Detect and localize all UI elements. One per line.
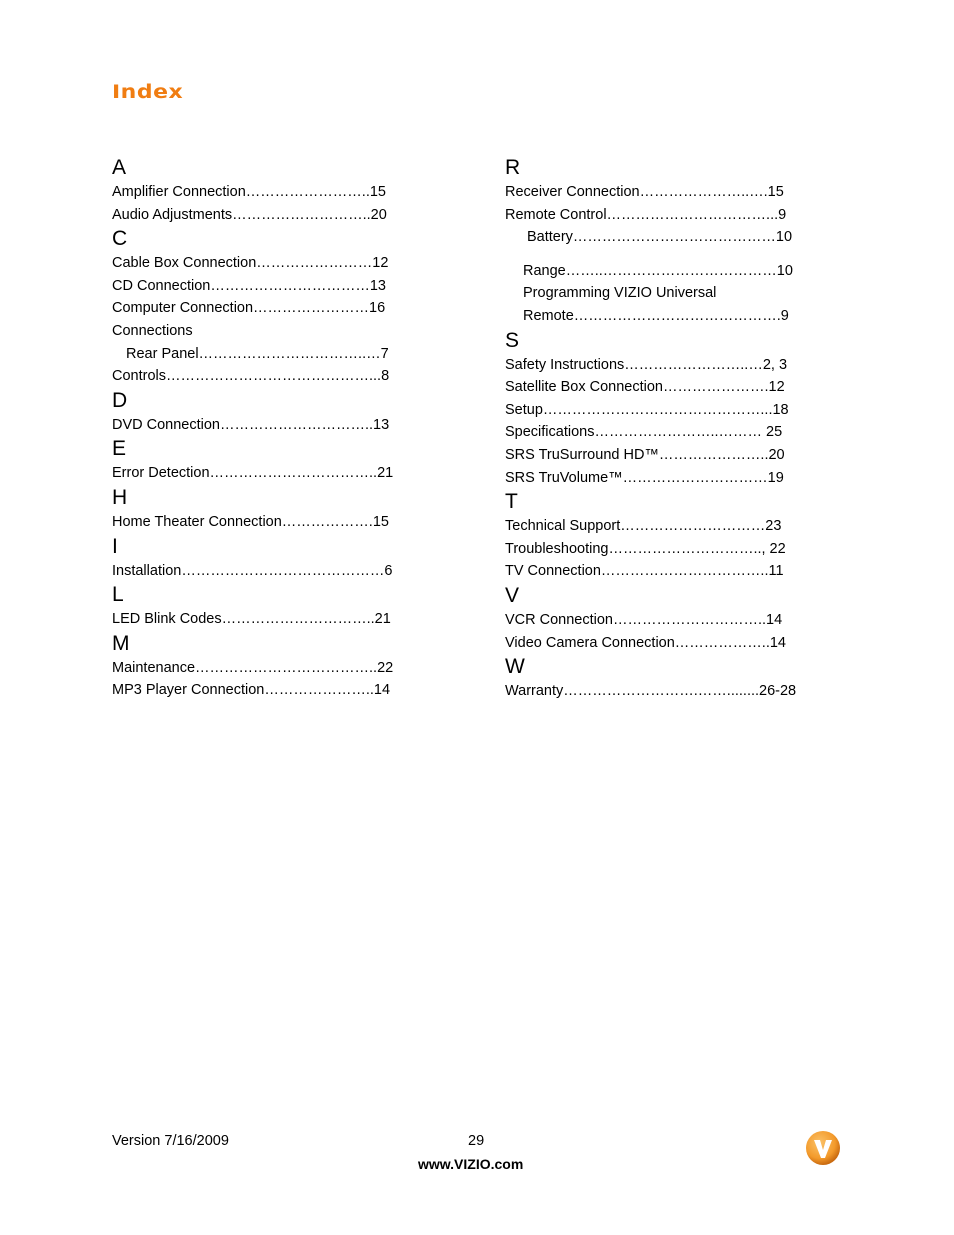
index-subentry: Programming VIZIO Universal xyxy=(523,285,717,302)
section-letter: R xyxy=(505,156,521,179)
page-number: 29 xyxy=(468,1133,485,1149)
section-letter: I xyxy=(112,534,118,558)
index-entry: Connections xyxy=(112,322,193,339)
index-section-i xyxy=(112,534,432,583)
section-letter: W xyxy=(505,655,525,679)
section-letter: D xyxy=(112,388,128,412)
index-subentry: Rear Panel……………………………..…7 xyxy=(126,345,389,362)
vizio-v-logo-icon xyxy=(805,1130,841,1166)
index-section-w xyxy=(505,654,835,703)
index-entry: TV Connection……………………………..11 xyxy=(505,563,784,580)
index-section-v xyxy=(505,583,835,654)
index-section-d xyxy=(112,388,432,437)
index-entry: MP3 Player Connection…………………..14 xyxy=(112,682,391,699)
index-entry: Warranty……………………….……........26-28 xyxy=(505,683,797,700)
index-right-column xyxy=(505,155,835,703)
index-entry: DVD Connection…………………………..13 xyxy=(112,416,390,433)
index-entry: Installation……………………………………6 xyxy=(112,562,393,579)
index-entry: VCR Connection…………………………..14 xyxy=(505,611,783,628)
index-entry: Controls……………………………………...8 xyxy=(112,368,390,385)
index-section-h xyxy=(112,485,432,534)
index-subentry: Range……..………………………………10 xyxy=(523,262,793,279)
section-letter: V xyxy=(505,583,520,607)
section-letter: L xyxy=(112,583,124,607)
section-letter: A xyxy=(112,156,127,179)
index-entry: Computer Connection……………………16 xyxy=(112,300,386,317)
index-section-s xyxy=(505,328,835,490)
index-entry: Maintenance………………………………..22 xyxy=(112,659,394,676)
index-section-r xyxy=(505,155,835,328)
index-entry: Technical Support…………………………23 xyxy=(505,518,782,535)
index-entry: Receiver Connection…………………..….15 xyxy=(505,184,784,200)
index-section-e xyxy=(112,436,432,485)
footer-url: www.VIZIO.com xyxy=(418,1156,524,1172)
index-entry: LED Blink Codes…………………………..21 xyxy=(112,611,391,628)
index-entry: Specifications……………………..……… 25 xyxy=(505,424,783,441)
index-section-t xyxy=(505,489,835,583)
index-subentry: Remote…………………………………….9 xyxy=(523,307,789,324)
section-letter: E xyxy=(112,437,127,461)
section-letter: S xyxy=(505,328,520,352)
section-letter: T xyxy=(505,490,518,514)
index-entry: SRS TruSurround HD™…………………..20 xyxy=(505,446,785,463)
index-entry: Troubleshooting………………………….., 22 xyxy=(505,540,786,557)
index-left-column xyxy=(112,155,432,702)
index-entry: Error Detection……………………………..21 xyxy=(112,465,394,482)
index-entry: Audio Adjustments………………………..20 xyxy=(112,206,387,223)
section-letter: H xyxy=(112,485,128,509)
index-section-c xyxy=(112,226,432,388)
index-entry: Cable Box Connection……………………12 xyxy=(112,255,389,272)
footer-version: Version 7/16/2009 xyxy=(112,1133,229,1149)
page-title: Index xyxy=(112,82,184,104)
section-letter: C xyxy=(112,227,128,251)
index-entry: SRS TruVolume™…………………………19 xyxy=(505,469,784,486)
index-entry: Home Theater Connection……………….15 xyxy=(112,513,389,530)
index-entry: Amplifier Connection……………………..15 xyxy=(112,184,386,200)
index-section-l xyxy=(112,582,432,631)
index-section-a xyxy=(112,155,432,226)
index-section-m xyxy=(112,631,432,702)
index-entry: Remote Control……………………………...9 xyxy=(505,206,787,223)
index-entry: CD Connection……………………………13 xyxy=(112,277,386,294)
section-letter: M xyxy=(112,631,130,655)
index-entry: Setup………………………………………...18 xyxy=(505,401,789,418)
index-entry: Safety Instructions……………………..…2, 3 xyxy=(505,356,788,373)
index-subentry: Battery……………………………………10 xyxy=(527,229,793,246)
index-entry: Satellite Box Connection………………….12 xyxy=(505,379,785,396)
index-entry: Video Camera Connection………………..14 xyxy=(505,634,786,651)
